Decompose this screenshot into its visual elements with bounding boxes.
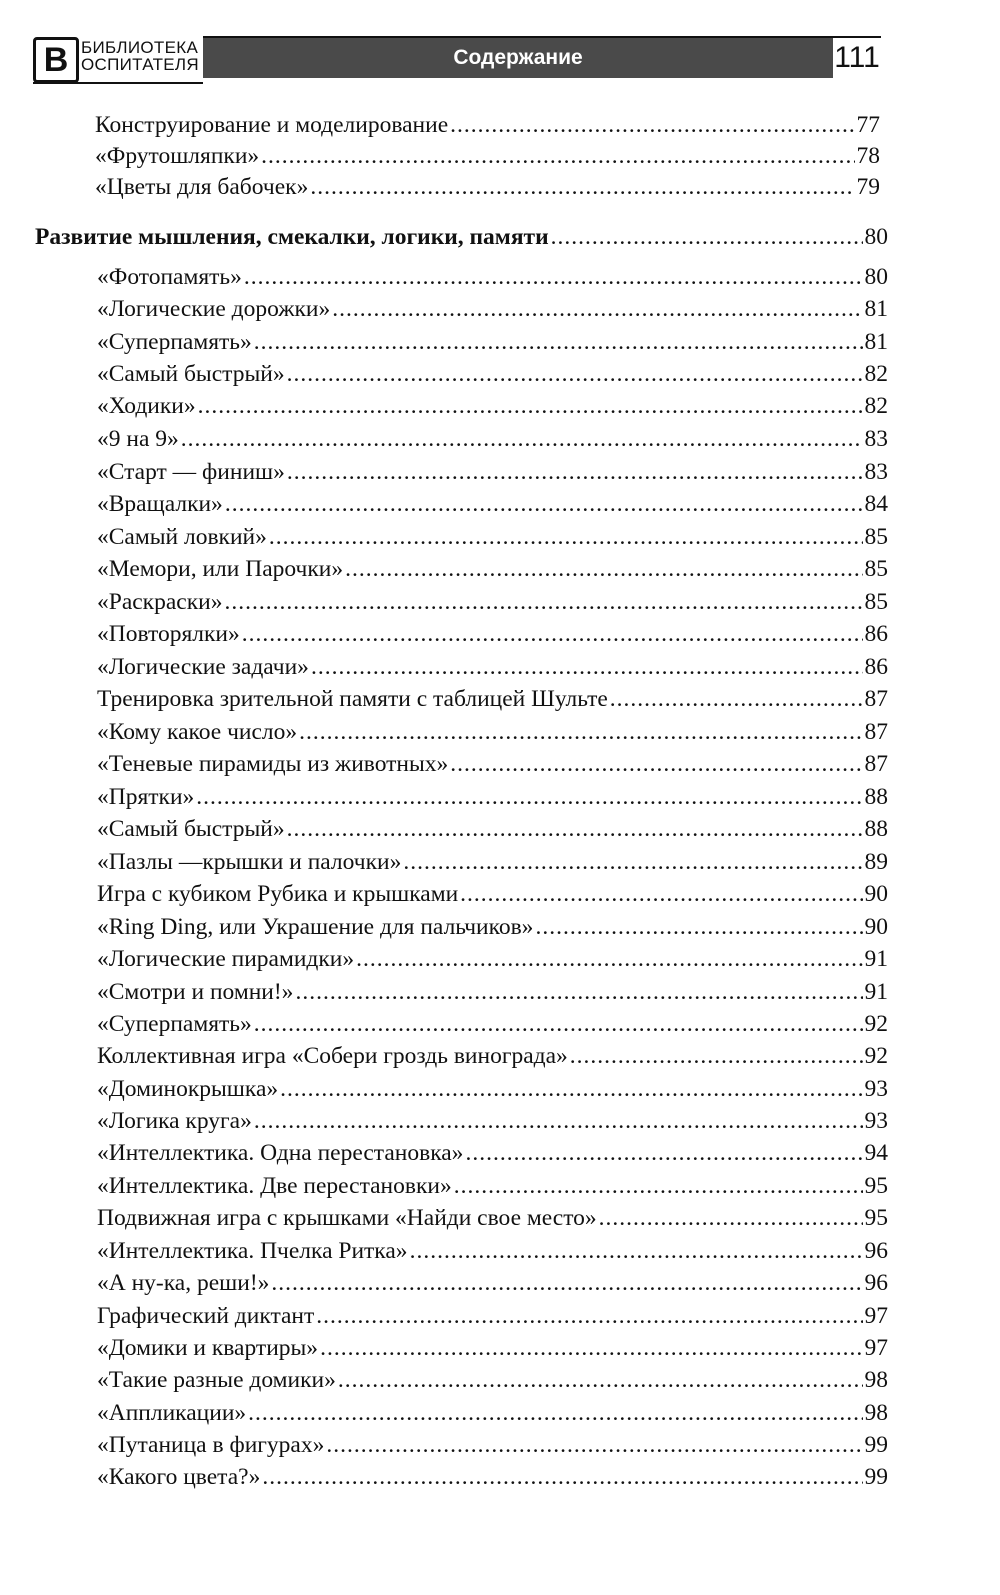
toc-entry-page: 91 [864,979,888,1005]
toc-entry-title: «9 на 9» [97,426,179,452]
dot-leader [610,684,863,714]
toc-entry-title: «Теневые пирамиды из животных» [97,751,449,777]
toc-entry [97,391,888,421]
toc-entry [97,1365,888,1395]
toc-entry [97,1301,888,1331]
toc-entry [97,522,888,552]
toc-entry [97,717,888,747]
dot-leader [311,652,863,682]
toc-entry [97,1430,888,1460]
toc-entry-page: 93 [864,1076,888,1102]
toc-entry-page: 90 [864,881,888,907]
dot-leader [181,424,863,454]
dot-leader [460,879,862,909]
toc-entry-title: «Логика круга» [97,1108,252,1134]
toc-entry [95,172,880,202]
toc-entry [97,1074,888,1104]
toc-entry [97,652,888,682]
dot-leader [295,977,862,1007]
toc-entry-page: 81 [864,329,888,355]
dot-leader [454,1171,863,1201]
series-name-line2: ОСПИТАТЕЛЯ [81,55,199,74]
toc-entry-title: Коллективная игра «Собери гроздь винограда» [97,1043,568,1069]
toc-entry [97,424,888,454]
dot-leader [271,1268,862,1298]
toc-entry-title: «Кому какое число» [97,719,298,745]
toc-entry-title: «Ring Ding, или Украшение для пальчиков» [97,914,534,940]
toc-entry-page: 82 [864,361,888,387]
dot-leader [356,944,862,974]
toc-entry-page: 86 [864,621,888,647]
toc-entry [97,457,888,487]
toc-entry-page: 96 [864,1238,888,1264]
dot-leader [287,457,863,487]
toc-entry-title: «Самый ловкий» [97,524,267,550]
toc-entry-page: 94 [864,1140,888,1166]
toc-entry [97,944,888,974]
toc-entry-page: 85 [864,589,888,615]
toc-entry-page: 92 [864,1043,888,1069]
toc-entry-title: «Ходики» [97,393,196,419]
dot-leader [345,554,862,584]
toc-entry [97,749,888,779]
toc-entry-page: 98 [864,1400,888,1426]
toc-entry-page: 99 [864,1464,888,1490]
toc-entry-title: «Повторялки» [97,621,240,647]
toc-entry-page: 86 [864,654,888,680]
toc-entry-page: 89 [864,849,888,875]
toc-entry [97,1398,888,1428]
toc-entry [97,554,888,584]
toc-entry-title: Тренировка зрительной памяти с таблицей Шульте [97,686,608,712]
toc-entry-title: Развитие мышления, смекалки, логики, памяти [35,224,549,250]
toc-entry-title: «Логические дорожки» [97,296,331,322]
toc-entry-title: «Интеллектика. Две перестановки» [97,1173,452,1199]
toc-entry-page: 85 [864,524,888,550]
toc-entry [97,1009,888,1039]
page-number: 111 [834,41,880,74]
toc-entry-title: «Самый быстрый» [97,361,285,387]
section-title-band [203,38,833,78]
toc-entry-page: 97 [864,1303,888,1329]
toc-entry-page: 87 [864,686,888,712]
dot-leader [254,1009,863,1039]
dot-leader [338,1365,863,1395]
toc-entry [97,847,888,877]
dot-leader [599,1203,863,1233]
toc-entry-page: 91 [864,946,888,972]
toc-entry [97,619,888,649]
dot-leader [261,141,854,171]
toc-entry-page: 98 [864,1367,888,1393]
toc-entry [95,110,880,140]
toc-entry-page: 77 [856,112,880,138]
dot-leader [248,1398,862,1428]
toc-entry-title: «Старт — финиш» [97,459,285,485]
toc-entry-title: «Фрутошляпки» [95,143,260,169]
toc-entry-title: «Самый быстрый» [97,816,285,842]
toc-entry [97,912,888,942]
dot-leader [254,327,863,357]
toc-entry-page: 96 [864,1270,888,1296]
dot-leader [299,717,862,747]
toc-entry-title: «Суперпамять» [97,1011,252,1037]
dot-leader [316,1301,862,1331]
running-header [33,36,881,86]
section-title: Содержание [453,46,583,69]
logo-underline [33,82,203,84]
toc-entry-title: «Логические пирамидки» [97,946,355,972]
dot-leader [287,359,863,389]
toc-entry [97,262,888,292]
toc-entry-title: «Какого цвета?» [97,1464,261,1490]
toc-entry-page: 99 [864,1432,888,1458]
series-logo-icon [33,37,79,83]
logo-letter: В [43,41,69,79]
toc-entry-page: 87 [864,719,888,745]
dot-leader [551,222,863,252]
toc-entry-page: 78 [856,143,880,169]
toc-entry-page: 87 [864,751,888,777]
toc-entry-title: «Такие разные домики» [97,1367,336,1393]
toc-entry [97,1333,888,1363]
dot-leader [535,912,862,942]
toc-entry-page: 81 [864,296,888,322]
toc-entry [97,1268,888,1298]
toc-entry-page: 79 [856,174,880,200]
toc-entry-title: «Доминокрышка» [97,1076,279,1102]
dot-leader [570,1041,863,1071]
dot-leader [244,262,863,292]
toc-entry-page: 80 [864,224,888,250]
toc-entry-title: «Логические задачи» [97,654,309,680]
toc-entry-title: Подвижная игра с крышками «Найди свое место» [97,1205,597,1231]
toc-entry [97,1138,888,1168]
dot-leader [224,587,862,617]
toc-entry [97,879,888,909]
toc-entry-page: 90 [864,914,888,940]
toc-entry-page: 97 [864,1335,888,1361]
dot-leader [320,1333,862,1363]
toc-entry-title: «Пазлы —крышки и палочки» [97,849,402,875]
toc-entry-title: «Фотопамять» [97,264,242,290]
series-name [81,39,199,73]
toc-entry [97,1171,888,1201]
dot-leader [310,172,854,202]
toc-entry [97,684,888,714]
toc-entry [97,814,888,844]
toc-entry [97,1203,888,1233]
toc-section-heading [35,222,888,252]
toc-entry-page: 92 [864,1011,888,1037]
toc-entry-title: «Вращалки» [97,491,223,517]
toc-entry-page: 95 [864,1173,888,1199]
toc-entry-title: «Суперпамять» [97,329,252,355]
toc-entry [97,1106,888,1136]
dot-leader [242,619,863,649]
toc-entry [95,141,880,171]
dot-leader [269,522,863,552]
dot-leader [450,110,854,140]
toc-entry [97,587,888,617]
toc-entry-title: Игра с кубиком Рубика и крышками [97,881,459,907]
dot-leader [326,1430,862,1460]
toc-entry-page: 83 [864,426,888,452]
dot-leader [332,294,862,324]
toc-entry-title: «Мемори, или Парочки» [97,556,344,582]
toc-entry [97,327,888,357]
toc-entry-title: «Прятки» [97,784,195,810]
dot-leader [410,1236,863,1266]
toc-entry-title: «Домики и квартиры» [97,1335,319,1361]
dot-leader [450,749,862,779]
toc-entry [97,1462,888,1492]
toc-entry-page: 93 [864,1108,888,1134]
toc-entry-title: «Интеллектика. Одна перестановка» [97,1140,464,1166]
toc-entry-title: Конструирование и моделирование [95,112,449,138]
dot-leader [198,391,863,421]
toc-entry [97,359,888,389]
toc-entry [97,1041,888,1071]
toc-entry [97,1236,888,1266]
dot-leader [465,1138,862,1168]
toc-entry-title: «А ну-ка, реши!» [97,1270,270,1296]
series-name-line1: БИБЛИОТЕКА [81,38,199,57]
toc-entry-title: «Аппликации» [97,1400,247,1426]
toc-entry-page: 83 [864,459,888,485]
toc-entry-page: 84 [864,491,888,517]
dot-leader [262,1462,862,1492]
dot-leader [280,1074,862,1104]
toc-entry-title: «Смотри и помни!» [97,979,294,1005]
toc-entry-title: «Интеллектика. Пчелка Ритка» [97,1238,408,1264]
toc-entry-title: «Путаница в фигурах» [97,1432,325,1458]
toc-entry [97,782,888,812]
dot-leader [403,847,862,877]
toc-entry-page: 95 [864,1205,888,1231]
toc-entry [97,977,888,1007]
toc-entry [97,294,888,324]
toc-entry-page: 80 [864,264,888,290]
dot-leader [196,782,862,812]
toc-entry-page: 88 [864,784,888,810]
toc-entry-page: 88 [864,816,888,842]
dot-leader [287,814,863,844]
dot-leader [225,489,863,519]
toc-entry-title: Графический диктант [97,1303,315,1329]
toc-entry-page: 82 [864,393,888,419]
toc-entry-page: 85 [864,556,888,582]
toc-entry [97,489,888,519]
toc-entry-title: «Раскраски» [97,589,223,615]
dot-leader [254,1106,863,1136]
toc-entry-title: «Цветы для бабочек» [95,174,309,200]
